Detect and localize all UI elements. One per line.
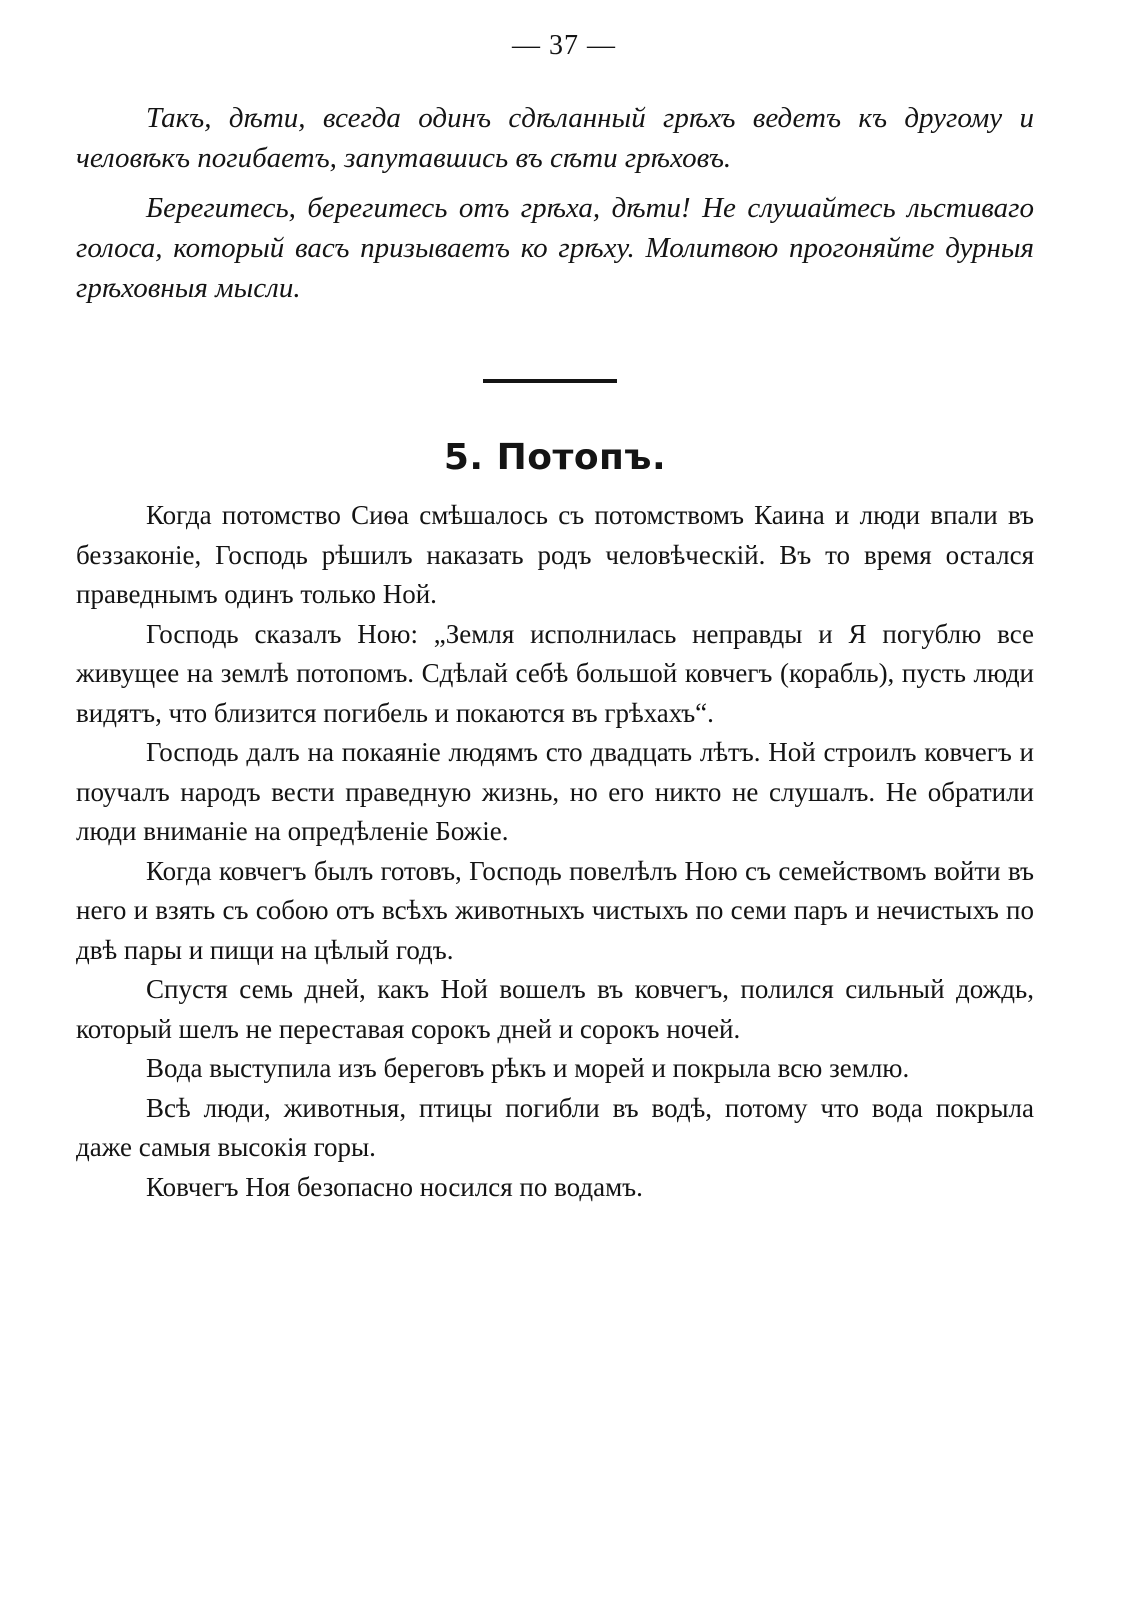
page-number: — 37 — [512,30,616,61]
body-paragraph: Спустя семь дней, какъ Ной вошелъ въ ковчегъ, полился сильный дождь, который шелъ не переставая сорокъ дней и сорокъ ночей. [76,974,1034,1044]
section-divider [483,379,617,383]
intro-moral-text [76,98,1034,318]
chapter-title: 5. Потопъ. [443,437,667,478]
chapter-body [76,496,1034,1207]
body-paragraph: Ковчегъ Ноя безопасно носился по водамъ. [146,1171,643,1202]
body-paragraph: Господь далъ на покаяніе людямъ сто двадцать лѣтъ. Ной строилъ ковчегъ и поучалъ народъ вести праведную жизнь, но его никто не слушалъ. Не обратили люди вниманіе на опредѣленіе Божіе. [76,737,1034,846]
body-paragraph: Вода выступила изъ береговъ рѣкъ и морей и покрыла всю землю. [146,1053,910,1083]
body-paragraph: Господь сказалъ Ною: „Земля исполнилась неправды и Я погублю все живущее на землѣ потопомъ. Сдѣлай себѣ большой ковчегъ (корабль), пусть люди видятъ, что близится погибель и покаются въ грѣхахъ“. [76,618,1034,728]
body-paragraph: Когда потомство Сиѳа смѣшалось съ потомствомъ Каина и люди впали въ беззаконіе, Господь рѣшилъ наказать родъ человѣческій. Въ то время остался праведнымъ одинъ только Ной. [76,500,1034,609]
body-paragraph: Всѣ люди, животныя, птицы погибли въ водѣ, потому что вода покрыла даже самыя высокія горы. [76,1092,1034,1162]
intro-paragraph: Такъ, дѣти, всегда одинъ сдѣланный грѣхъ ведетъ къ другому и человѣкъ погибаетъ, запутавшись въ сѣти грѣховъ. [76,102,1034,174]
intro-paragraph: Берегитесь, берегитесь отъ грѣха, дѣти! Не слушайтесь льстиваго голоса, который васъ призываетъ ко грѣху. Молитвою прогоняйте дурныя грѣховныя мысли. [76,192,1034,304]
body-paragraph: Когда ковчегъ былъ готовъ, Господь повелѣлъ Ною съ семействомъ войти въ него и взять съ собою отъ всѣхъ животныхъ чистыхъ по семи паръ и нечистыхъ по двѣ пары и пищи на цѣлый годъ. [76,855,1034,965]
